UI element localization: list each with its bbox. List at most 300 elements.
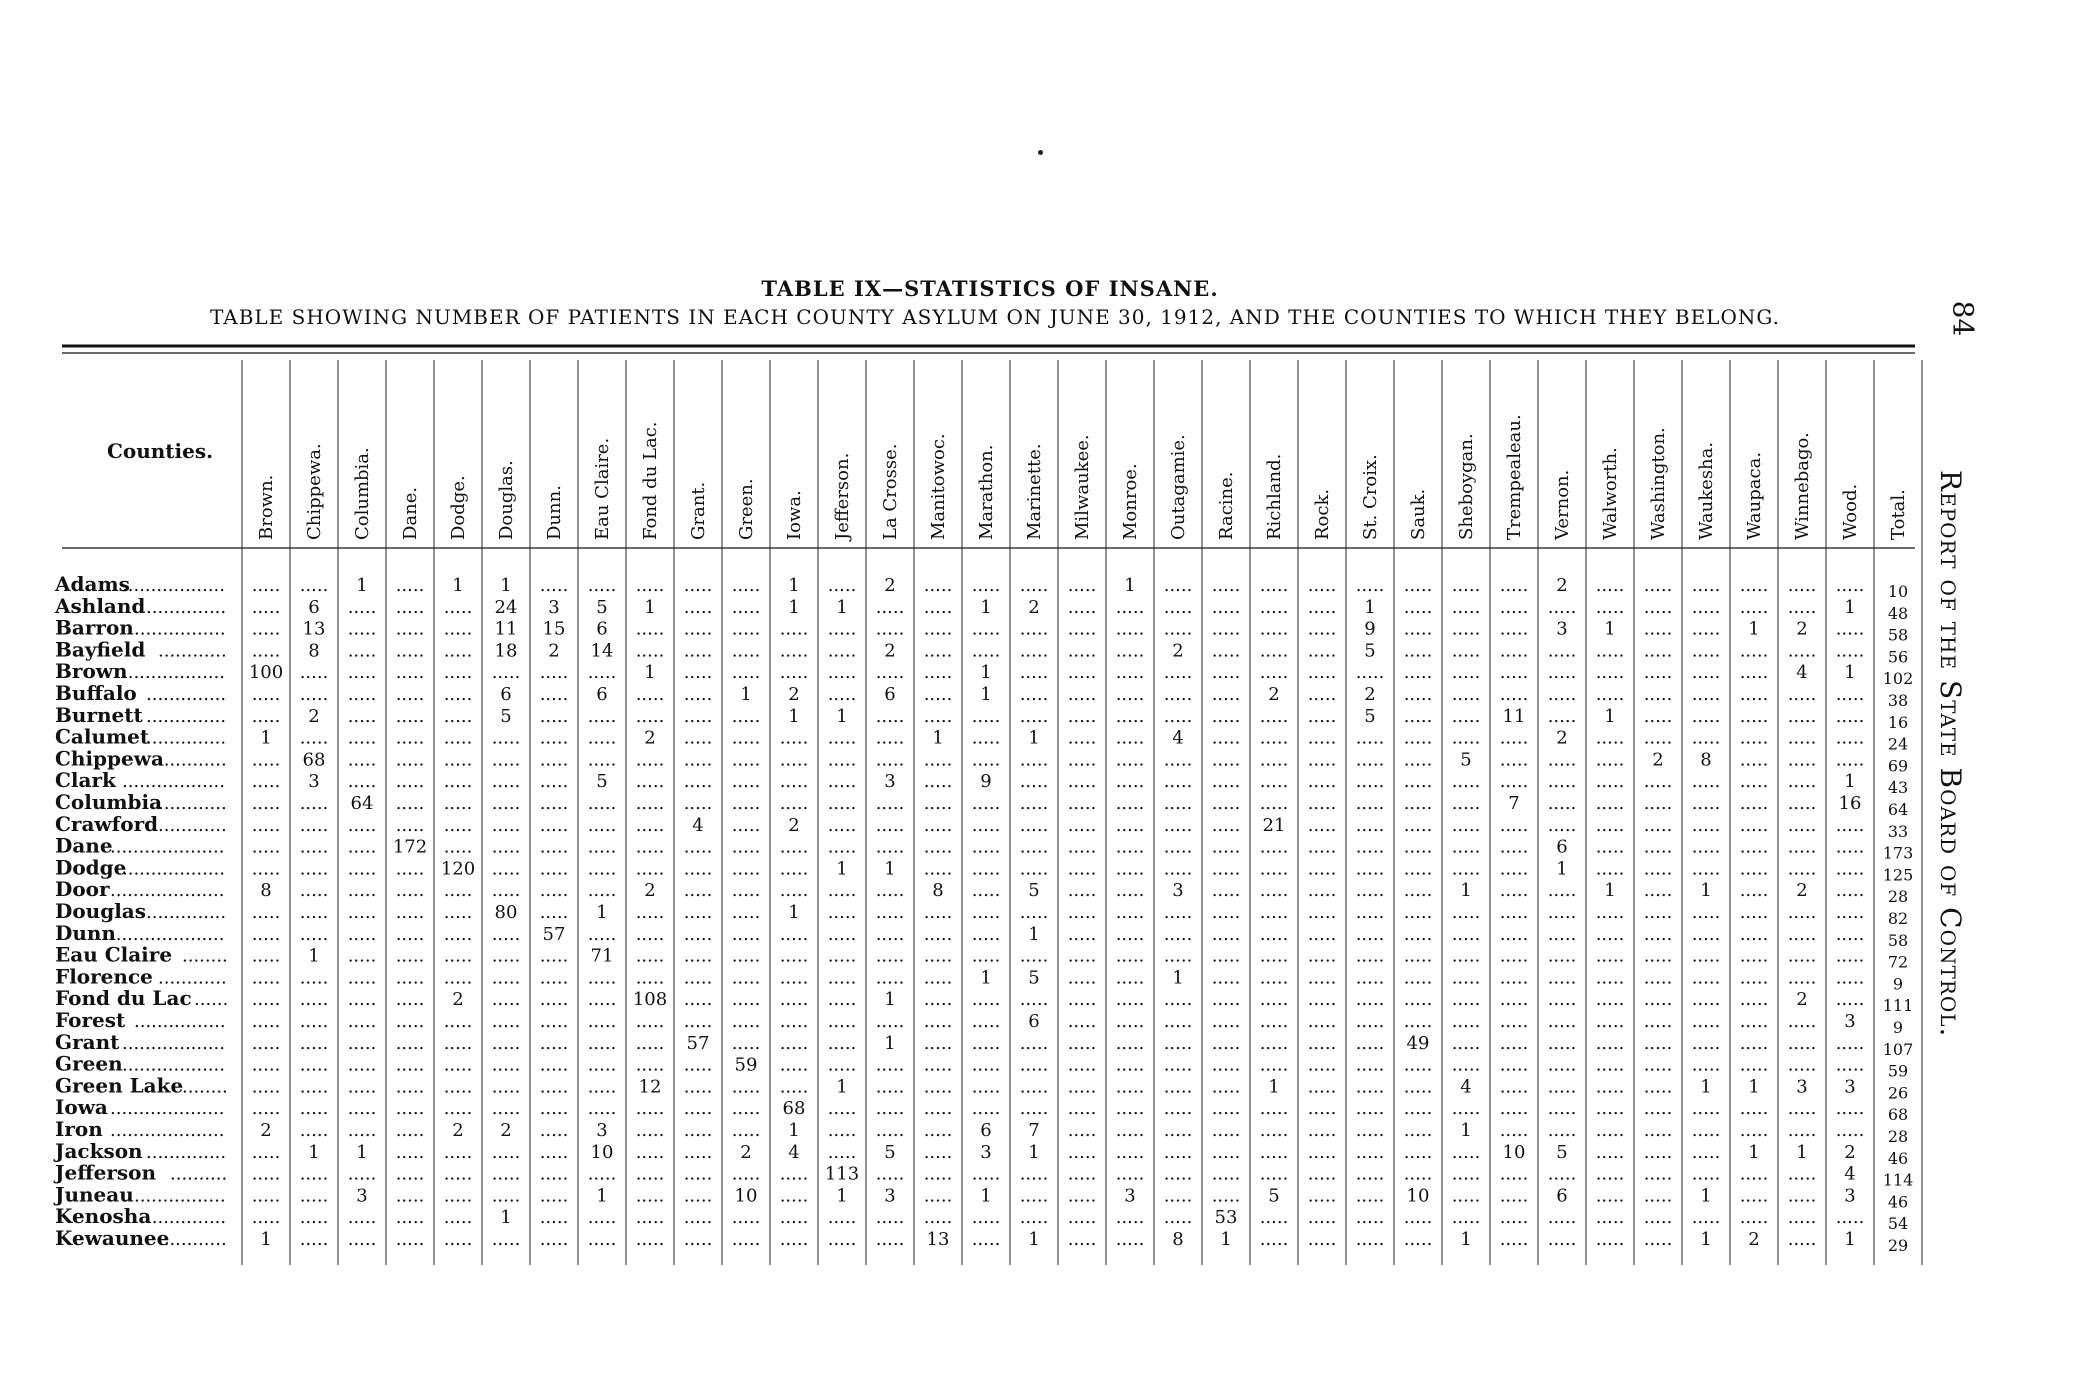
table-cell: 2	[308, 705, 320, 727]
leader-dots: .....	[923, 1207, 953, 1229]
leader-dots: .....	[1067, 705, 1097, 727]
county-name: Grant	[55, 1029, 120, 1054]
leader-dots: .....	[1499, 836, 1529, 858]
leader-dots: .....	[1835, 1098, 1865, 1120]
leader-dots: .....	[443, 596, 473, 618]
leader-dots: .....	[491, 1076, 521, 1098]
leader-dots: .....	[1499, 814, 1529, 836]
leader-dots: .....	[1115, 705, 1145, 727]
leader-dots: .....	[1835, 1054, 1865, 1076]
leader-dots: .....	[251, 1207, 281, 1229]
table-cell: 5	[1028, 880, 1040, 902]
leader-dots: .....	[1403, 902, 1433, 923]
table-cell: 1	[644, 662, 656, 684]
table-cell: 2	[500, 1120, 512, 1141]
leader-dots: .....	[1115, 923, 1145, 945]
leader-dots: .....	[1307, 793, 1337, 814]
leader-dots: .....	[1739, 727, 1769, 749]
table-cell: 1	[980, 684, 992, 705]
leader-dots: .....	[1787, 836, 1817, 858]
leader-dots: .....	[1307, 1141, 1337, 1163]
leader-dots: .....	[1691, 1032, 1721, 1054]
leader-dots: .....	[1355, 1032, 1385, 1054]
leader-dots: .....	[1787, 1011, 1817, 1032]
leader-dots: .....	[1307, 749, 1337, 771]
leader-dots: ........	[182, 1076, 228, 1098]
leader-dots: .....	[1691, 727, 1721, 749]
table-cell: 3	[356, 1185, 368, 1207]
leader-dots: .....	[1211, 749, 1241, 771]
leader-dots: .....	[1259, 662, 1289, 684]
row-total: 58	[1887, 625, 1909, 645]
leader-dots: .....	[779, 727, 809, 749]
leader-dots: .....	[875, 705, 905, 727]
leader-dots: .....	[1451, 1141, 1481, 1163]
leader-dots: .....	[299, 1207, 329, 1229]
leader-dots: .....	[539, 1098, 569, 1120]
leader-dots: ....................	[110, 923, 225, 945]
leader-dots: .....	[251, 1076, 281, 1098]
row-total: 46	[1887, 1148, 1909, 1168]
leader-dots: .....	[731, 771, 761, 793]
table-cell: 2	[1844, 1141, 1856, 1163]
leader-dots: .....	[1067, 1011, 1097, 1032]
table-cell: 1	[836, 858, 848, 880]
leader-dots: .....	[683, 771, 713, 793]
leader-dots: .....	[1499, 1207, 1529, 1229]
leader-dots: .....	[299, 662, 329, 684]
county-name: Dane	[55, 833, 113, 858]
leader-dots: .....	[875, 749, 905, 771]
table-cell: 53	[1214, 1207, 1238, 1229]
leader-dots: .....	[779, 640, 809, 662]
leader-dots: .....	[1547, 1076, 1577, 1098]
leader-dots: .....	[1643, 640, 1673, 662]
row-total: 82	[1887, 909, 1909, 928]
leader-dots: .....	[1547, 989, 1577, 1011]
leader-dots: .....	[1403, 945, 1433, 967]
leader-dots: .....	[1547, 793, 1577, 814]
leader-dots: .....	[443, 640, 473, 662]
leader-dots: .....	[827, 989, 857, 1011]
leader-dots: .....	[1403, 618, 1433, 640]
leader-dots: .....	[347, 989, 377, 1011]
column-header: Fond du Lac.	[640, 421, 661, 540]
leader-dots: ....................	[110, 1120, 225, 1141]
table-cell: 1	[1604, 705, 1616, 727]
leader-dots: .....	[1211, 727, 1241, 749]
leader-dots: ..................	[122, 1054, 225, 1076]
leader-dots: .....	[1595, 662, 1625, 684]
table-cell: 1	[980, 596, 992, 618]
leader-dots: .....	[1499, 771, 1529, 793]
leader-dots: .....	[1067, 749, 1097, 771]
leader-dots: .....	[1691, 1120, 1721, 1141]
leader-dots: .....	[1019, 1098, 1049, 1120]
table-cell: 2	[1364, 684, 1376, 705]
leader-dots: .....	[539, 793, 569, 814]
leader-dots: .....	[779, 1185, 809, 1207]
stub-header: Counties.	[106, 439, 214, 463]
leader-dots: .....	[1211, 705, 1241, 727]
leader-dots: .....	[683, 880, 713, 902]
leader-dots: .....	[491, 1054, 521, 1076]
leader-dots: .....	[1835, 989, 1865, 1011]
leader-dots: .....	[1499, 749, 1529, 771]
leader-dots: .....	[1019, 749, 1049, 771]
leader-dots: .....	[1403, 1076, 1433, 1098]
leader-dots: .....	[1451, 945, 1481, 967]
leader-dots: .....	[1643, 771, 1673, 793]
leader-dots: .....	[923, 771, 953, 793]
table-cell: 16	[1838, 793, 1862, 814]
leader-dots: .....	[1595, 902, 1625, 923]
leader-dots: .....	[635, 793, 665, 814]
table-cell: 1	[1700, 1185, 1712, 1207]
row-total: 59	[1887, 1061, 1909, 1081]
leader-dots: .....	[1595, 793, 1625, 814]
leader-dots: .....	[251, 814, 281, 836]
leader-dots: .....	[683, 902, 713, 923]
county-name: Barron	[55, 615, 134, 640]
leader-dots: .....	[491, 1229, 521, 1250]
leader-dots: .....	[587, 1076, 617, 1098]
leader-dots: .....	[1259, 880, 1289, 902]
leader-dots: .....	[1643, 1032, 1673, 1054]
leader-dots: .....	[1307, 640, 1337, 662]
leader-dots: .....	[1019, 662, 1049, 684]
leader-dots: .....	[443, 1185, 473, 1207]
table-cell: 1	[980, 662, 992, 684]
leader-dots: .....	[875, 923, 905, 945]
leader-dots: .....	[1259, 902, 1289, 923]
table-cell: 2	[1172, 640, 1184, 662]
leader-dots: .....	[1451, 771, 1481, 793]
leader-dots: .....	[1355, 902, 1385, 923]
leader-dots: .....	[731, 1163, 761, 1185]
leader-dots: .....	[1451, 1098, 1481, 1120]
leader-dots: .....	[1403, 596, 1433, 618]
leader-dots: .....	[1115, 1120, 1145, 1141]
leader-dots: .....	[1163, 858, 1193, 880]
leader-dots: .....	[1451, 814, 1481, 836]
leader-dots: .....	[731, 1098, 761, 1120]
leader-dots: .....	[1355, 923, 1385, 945]
leader-dots: .....	[1211, 836, 1241, 858]
row-total: 28	[1887, 887, 1909, 907]
leader-dots: .....	[1163, 749, 1193, 771]
leader-dots: .....	[395, 880, 425, 902]
leader-dots: .....	[1067, 727, 1097, 749]
leader-dots: .....	[1547, 967, 1577, 989]
leader-dots: .....	[1067, 1098, 1097, 1120]
table-cell: 1	[788, 705, 800, 727]
leader-dots: .....	[1307, 814, 1337, 836]
table-cell: 5	[596, 771, 608, 793]
leader-dots: .....	[923, 705, 953, 727]
leader-dots: .....	[1259, 1120, 1289, 1141]
column-header: Jefferson.	[832, 452, 853, 540]
column-header: Rock.	[1312, 488, 1333, 540]
leader-dots: .....	[251, 618, 281, 640]
column-header: Eau Claire.	[592, 437, 613, 540]
leader-dots: .....	[1691, 902, 1721, 923]
leader-dots: .....	[539, 814, 569, 836]
table-cell: 10	[1502, 1141, 1526, 1163]
column-header: Grant.	[688, 481, 709, 540]
table-cell: 11	[494, 618, 518, 640]
leader-dots: .....	[1307, 1011, 1337, 1032]
leader-dots: .....	[683, 749, 713, 771]
leader-dots: .....	[1691, 793, 1721, 814]
leader-dots: .....	[1451, 1163, 1481, 1185]
leader-dots: .....	[1451, 836, 1481, 858]
leader-dots: .....	[971, 989, 1001, 1011]
column-header: Total.	[1888, 489, 1909, 540]
leader-dots: .....	[923, 1098, 953, 1120]
table-cell: 2	[1652, 749, 1664, 771]
leader-dots: .....	[1259, 1011, 1289, 1032]
leader-dots: .....	[347, 923, 377, 945]
leader-dots: .....	[923, 814, 953, 836]
row-total: 64	[1887, 800, 1909, 819]
leader-dots: .....	[443, 618, 473, 640]
leader-dots: .....	[1643, 945, 1673, 967]
leader-dots: .....	[1739, 1163, 1769, 1185]
leader-dots: .....	[683, 989, 713, 1011]
leader-dots: .....	[779, 880, 809, 902]
leader-dots: .....	[1835, 684, 1865, 705]
leader-dots: .....	[827, 1229, 857, 1250]
leader-dots: .....	[443, 705, 473, 727]
leader-dots: .....	[1067, 662, 1097, 684]
leader-dots: .....	[1019, 618, 1049, 640]
leader-dots: .....	[1355, 1054, 1385, 1076]
column-header: Dane.	[400, 486, 421, 540]
leader-dots: .....	[443, 1098, 473, 1120]
leader-dots: .....	[1403, 727, 1433, 749]
table-cell: 1	[836, 1185, 848, 1207]
leader-dots: .....	[1163, 684, 1193, 705]
row-total: 10	[1887, 582, 1909, 601]
leader-dots: .....	[1547, 1163, 1577, 1185]
leader-dots: .....	[1067, 945, 1097, 967]
table-cell: 2	[884, 575, 896, 596]
leader-dots: .....	[491, 1098, 521, 1120]
leader-dots: .....	[1691, 1054, 1721, 1076]
county-name: Columbia	[55, 790, 163, 814]
leader-dots: .....	[971, 1032, 1001, 1054]
leader-dots: .....	[1355, 1141, 1385, 1163]
leader-dots: .....	[347, 880, 377, 902]
leader-dots: .....	[779, 967, 809, 989]
leader-dots: .....	[251, 1011, 281, 1032]
row-total: 33	[1887, 821, 1909, 841]
leader-dots: .....	[491, 1185, 521, 1207]
row-total: 28	[1887, 1127, 1909, 1146]
row-total: 54	[1887, 1214, 1909, 1234]
leader-dots: .....	[1787, 771, 1817, 793]
table-cell: 120	[440, 858, 476, 880]
county-name: Iowa	[55, 1095, 108, 1120]
leader-dots: .....	[1259, 989, 1289, 1011]
row-total: 114	[1882, 1170, 1914, 1190]
leader-dots: .....	[1115, 1076, 1145, 1098]
leader-dots: .....	[539, 705, 569, 727]
leader-dots: .....	[1211, 640, 1241, 662]
leader-dots: .....	[1643, 793, 1673, 814]
leader-dots: .....	[1787, 749, 1817, 771]
leader-dots: .....	[539, 1229, 569, 1250]
leader-dots: .....	[1259, 793, 1289, 814]
leader-dots: .....	[1595, 923, 1625, 945]
leader-dots: .....	[779, 1054, 809, 1076]
leader-dots: .....	[1307, 1076, 1337, 1098]
leader-dots: .....	[1355, 575, 1385, 596]
table-cell: 21	[1262, 814, 1286, 836]
leader-dots: .....	[1595, 684, 1625, 705]
leader-dots: .....	[1403, 1098, 1433, 1120]
leader-dots: .....	[1019, 771, 1049, 793]
leader-dots: .....	[635, 923, 665, 945]
leader-dots: .....	[971, 640, 1001, 662]
leader-dots: .....	[1595, 1141, 1625, 1163]
leader-dots: .....	[1403, 1054, 1433, 1076]
leader-dots: .....	[395, 814, 425, 836]
leader-dots: .....	[779, 1011, 809, 1032]
county-name: Juneau	[55, 1182, 134, 1207]
leader-dots: .....	[1643, 967, 1673, 989]
leader-dots: .....	[1115, 749, 1145, 771]
leader-dots: .....	[1211, 575, 1241, 596]
table-cell: 1	[500, 1207, 512, 1229]
table-cell: 2	[1748, 1229, 1760, 1250]
county-name: Forest	[55, 1008, 126, 1032]
running-head-text: Report of the State Board of Control.	[1934, 470, 1967, 1038]
county-name: Crawford	[55, 811, 159, 836]
leader-dots: .....	[923, 945, 953, 967]
leader-dots: .....	[635, 640, 665, 662]
leader-dots: .....	[251, 1098, 281, 1120]
leader-dots: .....	[1643, 814, 1673, 836]
table-cell: 1	[452, 575, 464, 596]
leader-dots: .....	[1739, 575, 1769, 596]
leader-dots: .....	[923, 684, 953, 705]
leader-dots: .....	[443, 1076, 473, 1098]
leader-dots: .....	[1547, 923, 1577, 945]
leader-dots: .....	[1019, 902, 1049, 923]
leader-dots: .....	[1403, 640, 1433, 662]
leader-dots: .....	[395, 989, 425, 1011]
leader-dots: .....	[1547, 1120, 1577, 1141]
leader-dots: .....	[395, 771, 425, 793]
leader-dots: .....	[1403, 662, 1433, 684]
table-cell: 64	[350, 793, 374, 814]
leader-dots: .....	[395, 1054, 425, 1076]
table-cell: 10	[1406, 1185, 1430, 1207]
leader-dots: .....	[1403, 814, 1433, 836]
leader-dots: .....	[1211, 1120, 1241, 1141]
leader-dots: .....	[1835, 618, 1865, 640]
table-cell: 1	[1460, 1229, 1472, 1250]
table-cell: 2	[884, 640, 896, 662]
leader-dots: .....	[1835, 880, 1865, 902]
row-total: 38	[1887, 691, 1909, 710]
leader-dots: .....	[731, 814, 761, 836]
table-cell: 2	[1028, 596, 1040, 618]
leader-dots: .....	[971, 1011, 1001, 1032]
leader-dots: .....	[1403, 967, 1433, 989]
leader-dots: .....	[635, 836, 665, 858]
column-header: St. Croix.	[1360, 454, 1381, 540]
leader-dots: .....	[1787, 640, 1817, 662]
leader-dots: .....	[1259, 727, 1289, 749]
leader-dots: .....	[1115, 989, 1145, 1011]
leader-dots: .....	[1067, 575, 1097, 596]
leader-dots: .....	[1211, 1076, 1241, 1098]
leader-dots: .....	[683, 596, 713, 618]
leader-dots: .....	[395, 902, 425, 923]
county-name: Buffalo	[55, 681, 137, 705]
leader-dots: .....	[779, 945, 809, 967]
leader-dots: .....	[1451, 967, 1481, 989]
table-cell: 6	[980, 1120, 992, 1141]
leader-dots: .....	[731, 858, 761, 880]
leader-dots: .....	[1163, 836, 1193, 858]
leader-dots: .....	[923, 989, 953, 1011]
leader-dots: .....	[1355, 793, 1385, 814]
leader-dots: .....	[1595, 771, 1625, 793]
leader-dots: .....	[731, 923, 761, 945]
leader-dots: .....	[539, 662, 569, 684]
leader-dots: .....	[1307, 771, 1337, 793]
leader-dots: .....	[779, 923, 809, 945]
leader-dots: .....	[395, 1032, 425, 1054]
table-cell: 1	[1604, 880, 1616, 902]
table-cell: 1	[1028, 923, 1040, 945]
leader-dots: .....	[1163, 1076, 1193, 1098]
leader-dots: .....	[395, 923, 425, 945]
leader-dots: .....	[1787, 1032, 1817, 1054]
leader-dots: .....	[1355, 880, 1385, 902]
leader-dots: ................	[134, 1185, 226, 1207]
leader-dots: .....	[779, 793, 809, 814]
leader-dots: .....	[347, 1076, 377, 1098]
leader-dots: .....	[1211, 1141, 1241, 1163]
leader-dots: .....	[1643, 1011, 1673, 1032]
leader-dots: .....	[635, 1229, 665, 1250]
county-name: Burnett	[55, 702, 143, 727]
leader-dots: .....	[1403, 1011, 1433, 1032]
leader-dots: .....	[875, 814, 905, 836]
column-header: Waupaca.	[1744, 451, 1765, 540]
leader-dots: .....	[1547, 684, 1577, 705]
leader-dots: .....	[299, 1098, 329, 1120]
table-cell: 1	[260, 727, 272, 749]
leader-dots: .....	[875, 618, 905, 640]
leader-dots: .....	[1595, 814, 1625, 836]
column-header: Racine.	[1216, 471, 1237, 540]
leader-dots: .....	[443, 684, 473, 705]
leader-dots: .....	[299, 684, 329, 705]
leader-dots: .....	[731, 749, 761, 771]
leader-dots: .....	[1643, 596, 1673, 618]
leader-dots: .....	[1067, 836, 1097, 858]
table-cell: 1	[884, 989, 896, 1011]
leader-dots: .....	[347, 967, 377, 989]
leader-dots: .....	[1403, 1163, 1433, 1185]
leader-dots: .....	[347, 596, 377, 618]
